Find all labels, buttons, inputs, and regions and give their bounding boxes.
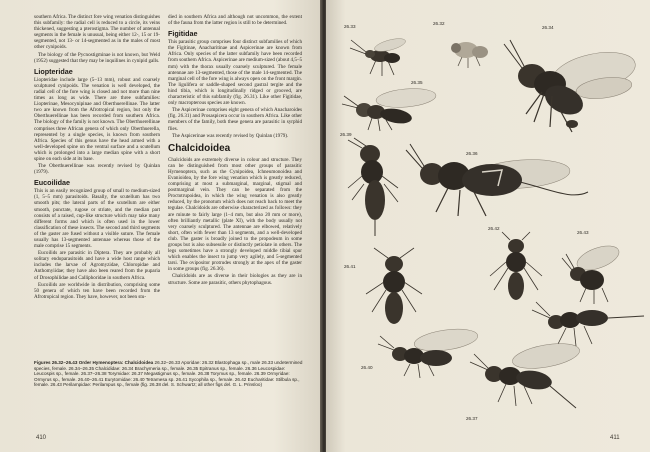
caption-body: 26.32–26.33 Aporidae: 26.32 Blastophaga sp., male 26.33 undetermined species, female. 26.34–26.35 Chalcididae: 26.34 Brachymeria sp., female. 26.35 Epitranus sp., female. 26.36 Leucospidae: Leucospis sp., female. 26.37–26.38 Torymidae: 26.37 Megastigmus sp., female. 26.38 Torymus sp., female. 26.39 Ormyridae: Ormyrus sp., female. 26.40–26.41 Eurytomidae: 26.40 Tetramesa sp. 26.41 Sycophila sp., female. 26.42 Eucharitidae: Stilbula sp., female. 26.43 Perilampidae: Perilampus sp., female (fig. 26.38 del. S. Schwartz; all other figs del. G. L. Prinsloo) bbox=[34, 360, 303, 388]
figure-label: 26.33 bbox=[344, 24, 356, 29]
figure-label: 26.34 bbox=[542, 25, 554, 30]
figure-label: 26.32 bbox=[433, 21, 445, 26]
page-number-left: 410 bbox=[36, 435, 47, 441]
left-column-2 bbox=[168, 14, 302, 359]
paragraph: Eucoilids are parasitic in Diptera. They are probably all solitary endoparasitoids and have a wide host range which includes the larvae of Agromyzidae, Chloropidae and Anthomyiidae; they have also been reared from the puparia of Drosophilidae and Calliphoridae in southern Africa. bbox=[34, 250, 160, 281]
figure-label: 26.42 bbox=[488, 226, 500, 231]
section-heading-figitidae: Figitidae bbox=[168, 29, 198, 39]
figure-label: 26.43 bbox=[577, 230, 589, 235]
paragraph: Eucoilids are worldwide in distribution, comprising some 50 genera of which ten have been recorded from the Afrotropical region. They have, however, not been stu- bbox=[34, 281, 160, 300]
right-page bbox=[326, 0, 650, 452]
section-heading-chalcidoidea: Chalcidoidea bbox=[168, 142, 231, 154]
figure-label: 26.37 bbox=[466, 416, 478, 421]
paragraph: The Oberthuerellinae was recently revised by Quinlan (1979). bbox=[34, 163, 160, 176]
caption-lead: Figures 26.32–26.43 Order Hymenoptera: Chalcidoidea bbox=[34, 360, 154, 365]
paragraph: Liopteridae include large (5–13 mm), robust and coarsely sculptured cynipoids. The venation is well developed, the radial cell of the fore wing is closed and not more than nine times as long as wide. There are three subfamilies: Liopterinae, Mesocynipinae and Oberthuerellinae. The latter two are known from the Afrotropical region, but only the Oberthuerellinae has been recorded from southern Africa. The biology of the family is not known. The Oberthuerellinae comprises three African genera of which only Oberthuerella, represented by a single species, is known from southern Africa. Species of this genus have the head armed with a well-developed spine on the ventral surface and a scutellum which is prolonged into a large median spine with a short spine on each side at its base. bbox=[34, 76, 160, 162]
figure-label: 26.41 bbox=[344, 264, 356, 269]
paragraph: The Aspicerinae was recently revised by Quinlan (1979). bbox=[172, 132, 289, 139]
section-heading-eucoilidae: Eucoilidae bbox=[34, 178, 70, 188]
paragraph: This parasitic group comprises four distinct subfamilies of which the Figitinae, Anacharitinae and Aspicerinae are known from Africa. Only species of the latter subfamily have been recorded from southern Africa. Aspicerinae are medium-sized (about 4,5–5 mm) with the thorax usually coarsely sculptured. The female antennae are 13-segmented, those of the male 14-segmented. The marginal cell of the fore wing is always open on the front margin. The ligulifera or saddle-shaped second gastral tergite and the hind tibia, which is longitudinally ridged or grooved, are characteristic of this subfamily (fig. 26.31). Like other Figitidae, only macropterous species are known. bbox=[168, 39, 302, 107]
left-page bbox=[0, 0, 322, 452]
paragraph: Chalcidoids are as diverse in their biologies as they are in structure. Some are parasitic, others phytophagous. bbox=[168, 273, 302, 286]
figure-label: 26.40 bbox=[361, 365, 373, 370]
insect-illustration-26-35 bbox=[336, 82, 446, 132]
paragraph: southern Africa. The distinct fore wing venation distinguishes this subfamily: the radial cell is reduced to a circle, its veins thickened, suggesting a pterostigma. The number of antennal segments in the female is unusual, being either 12-, 15 or 19-segmented, not 13- or 14-segmented as in the males of most other cynipoids. bbox=[34, 14, 160, 51]
paragraph: The biology of the Pycnostigminae is not known, but Weld (1952) suggested that they may be inquilines in cynipid galls. bbox=[34, 51, 160, 64]
paragraph: The Aspicerinae comprises eight genera of which Anacharoides (fig. 26.31) and Prosaspicera occur in southern Africa. Like other members of the family, both these genera are parasitic in syrphid flies. bbox=[168, 107, 302, 132]
paragraph: died in southern Africa and although not uncommon, the extent of the fauna from the latter region is still to be determined. bbox=[168, 14, 302, 27]
paragraph: Chalcidoids are extremely diverse in colour and structure. They can be distinguished from most other groups of parasitic Hymenoptera, such as the Cynipoidea, Ichneumonoidea and Evanioidea, by the fore wing venation which is greatly reduced, comprising at most a submarginal, marginal, stigmal and postmarginal vein. They can be separated from the Proctotrupoidea, in which the wing venation is also greatly reduced, by the pronotum which does not reach back to meet the tegulae. Chalcidoids are otherwise characterized as follows: they are minute to fairly large (1–4 mm, but also 20 mm or more), often brilliantly metallic (plate XI), with the body usually not very coarsely sculptured. The antennae are elbowed, relatively short, often with fewer than 13 segments, and a well-developed club. The gaster is broadly joined to the propodeum in some groups but is also subsessile or distinctly petiolate in others. The legs sometimes have a strongly developed middle tibial spur which enables the insect to jump very agilely, and 5-segmented tarsi. The ovipositor protrudes strongly at the apex of the gaster in some groups (fig. 26.36). bbox=[168, 156, 302, 273]
insect-illustration-26-36 bbox=[402, 130, 592, 220]
figure-label: 26.39 bbox=[340, 132, 352, 137]
figure-label: 26.35 bbox=[411, 80, 423, 85]
insect-illustration-26-34 bbox=[494, 32, 644, 137]
section-heading-liopteridae: Liopteridae bbox=[34, 66, 73, 76]
insect-illustration-26-32 bbox=[444, 30, 494, 70]
insect-illustration-26-37 bbox=[466, 330, 586, 415]
insect-illustration-26-39 bbox=[340, 138, 410, 238]
figure-label: 26.36 bbox=[466, 151, 478, 156]
figure-caption bbox=[34, 360, 304, 388]
paragraph: This is an easily recognized group of small to medium-sized (1, 5–5 mm) parasitoids. Basally, the scutellum has two smooth pits; the lateral parts of the scutellum are either smooth, punctate, rugose or striate, and the median part consists of a raised, cup-like structure which may take many different forms and which is often used in the lower classification of these insects. The second and third segments of the gaster are fused without a visible suture. The female usually has 13-segmented antennae whereas those of the male comprise 15 segments. bbox=[34, 188, 160, 250]
left-column-1 bbox=[34, 14, 160, 359]
page-number-right: 411 bbox=[610, 435, 620, 441]
insect-illustration-26-33 bbox=[346, 30, 416, 80]
